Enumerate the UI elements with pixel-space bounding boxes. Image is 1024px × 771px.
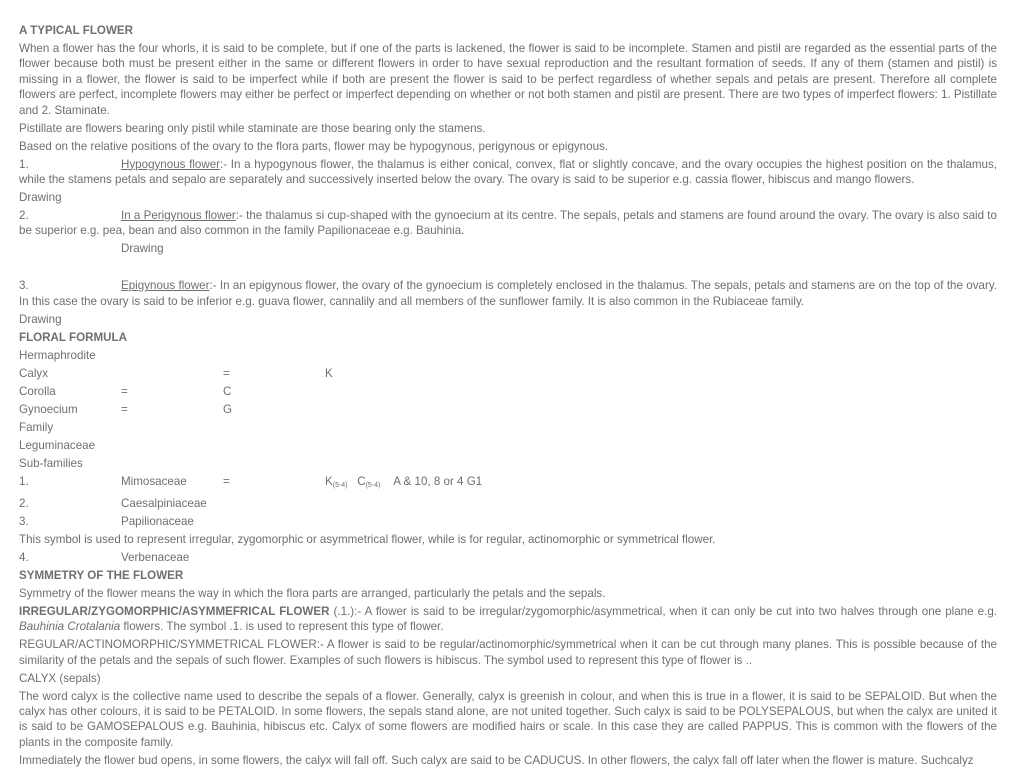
formula-value: G	[223, 402, 233, 416]
formula-equals: =	[223, 366, 230, 380]
subfamily-row-3	[19, 514, 997, 529]
hermaphrodite-label: Hermaphrodite	[19, 348, 96, 362]
formula-label: Corolla	[19, 384, 56, 398]
symmetry-paragraph: Symmetry of the flower means the way in which the flora parts are arranged, particularly the petals and the sepals.	[19, 586, 606, 600]
item-number: 3.	[19, 279, 29, 293]
perigynous-text: :- the thalamus si cup-shaped with the gynoecium at its centre. The sepals, petals and stamens are found around the ovary. The ovary is also said to be superior e.g. pea, bean and also common in the family Papilionaceae e.g. Bauhinia.	[19, 209, 997, 238]
formula-k: K	[325, 474, 333, 488]
item-number: 1.	[19, 157, 29, 171]
caducus-paragraph: Immediately the flower bud opens, in some flowers, the calyx will fall off. Such calyx are said to be CADUCUS. In other flowers, the calyx fall off later when the flower is mature. Suchcalyz	[19, 753, 974, 767]
drawing-label: Drawing	[121, 242, 164, 256]
calyx-heading: CALYX (sepals)	[19, 671, 101, 685]
epigynous-term: Epigynous flower	[121, 279, 210, 293]
section-heading-typical-flower: A TYPICAL FLOWER	[19, 24, 134, 37]
pistillate-paragraph: Pistillate are flowers bearing only pistil while staminate are those bearing only the stamens.	[19, 121, 486, 135]
subfamily-name: Verbenaceae	[121, 550, 190, 564]
drawing-label: Drawing	[19, 312, 62, 326]
subfamilies-label: Sub-families	[19, 456, 83, 470]
subfamily-row-1	[19, 474, 997, 493]
formula-c: C	[357, 474, 366, 488]
subfamily-name: Caesalpiniaceae	[121, 496, 207, 510]
formula-c-sub: (5-4)	[365, 481, 381, 489]
formula-k-sub: (5-4)	[332, 481, 348, 489]
mimosaceae-formula	[325, 474, 482, 493]
symmetry-heading: SYMMETRY OF THE FLOWER	[19, 568, 184, 582]
subfamily-number: 1.	[19, 474, 29, 488]
item-number: 2.	[19, 209, 29, 223]
family-name: Leguminaceae	[19, 438, 96, 452]
irregular-paragraph	[19, 604, 997, 635]
hypogynous-term: Hypogynous flower	[121, 157, 221, 171]
document-page	[19, 23, 997, 771]
intro-paragraph: When a flower has the four whorls, it is said to be complete, but if one of the parts is lackened, the flower is said to be incomplete. Stamen and pistil are regarded as the essential parts of the flower because both must be present either in the same or different flowers in order to have sexual reproduction and the resultant formation of seeds. If any of them (stamen and pistil) is missing in a flower, the flower is said to be imperfect while if both are present the flower is said to be perfect regardless of whether sepals and petals are present. Therefore all complete flowers are perfect, incomplete flowers may either be perfect or imperfect depending on whether or not both stamen and pistil are present. There are two types of imperfect flowers: 1. Pistillate and 2. Staminate.	[19, 42, 998, 117]
calyx-formula-row	[19, 366, 997, 381]
formula-equals: =	[223, 474, 230, 488]
subfamily-number: 2.	[19, 496, 29, 510]
formula-rest: A & 10, 8 or 4 G1	[393, 474, 483, 488]
formula-equals: =	[121, 384, 128, 398]
regular-paragraph: REGULAR/ACTINOMORPHIC/SYMMETRICAL FLOWER:- A flower is said to be regular/actinomorphic/symmetrical when it can be cut through many planes. This is possible because of the similarity of the petals and the sepals of such flower. Examples of such flowers is hibiscus. The symbol used to represent this type of flower is ..	[19, 638, 997, 667]
hypogynous-text: :- In a hypogynous flower, the thalamus is either conical, convex, flat or slightly concave, and the ovary occupies the highest position on the thalamus, while the stamens petals and sepalo are separately and successively inserted below the ovary. The ovary is said to be superior e.g. cassia flower, hibiscus and mango flowers.	[19, 157, 997, 187]
subfamily-number: 4.	[19, 550, 29, 564]
formula-label: Gynoecium	[19, 402, 78, 416]
formula-value: C	[223, 384, 232, 398]
hypogynous-item	[19, 157, 997, 188]
subfamily-row-2	[19, 496, 997, 511]
perigynous-term: In a Perigynous flower	[121, 209, 236, 223]
irregular-text: (.1.):- A flower is said to be irregular/zygomorphic/asymmetrical, when it can only be cut into two halves through one plane e.g.	[329, 604, 997, 618]
irregular-heading: IRREGULAR/ZYGOMORPHIC/ASYMMEFRICAL FLOWER	[19, 604, 330, 618]
subfamily-row-4	[19, 550, 997, 565]
corolla-formula-row	[19, 384, 997, 399]
epigynous-item	[19, 278, 997, 309]
formula-label: Calyx	[19, 366, 48, 380]
family-label: Family	[19, 420, 54, 434]
perigynous-item	[19, 208, 997, 239]
irregular-example: Bauhinia Crotalania	[19, 620, 121, 634]
symbol-note: This symbol is used to represent irregular, zygomorphic or asymmetrical flower, while is for regular, actinomorphic or symmetrical flower.	[19, 532, 716, 546]
subfamily-name: Papilionaceae	[121, 514, 194, 528]
epigynous-text: :- In an epigynous flower, the ovary of the gynoecium is completely enclosed in the thalamus. The sepals, petals and stamens are on the top of the ovary. In this case the ovary is said to be inferior e.g. guava flower, cannalily and all members of the sunflower family. It is also common in the Rubiaceae family.	[19, 279, 997, 308]
gynoecium-formula-row	[19, 402, 997, 417]
formula-equals: =	[121, 402, 128, 416]
ovary-position-paragraph: Based on the relative positions of the ovary to the flora parts, flower may be hypogynous, perigynous or epigynous.	[19, 139, 609, 153]
irregular-text-end: flowers. The symbol .1. is used to represent this type of flower.	[120, 620, 444, 634]
floral-formula-heading: FLORAL FORMULA	[19, 330, 127, 344]
calyx-paragraph: The word calyx is the collective name used to describe the sepals of a flower. Generally, calyx is greenish in colour, and when this is true in a flower, it is said to be SEPALOID. But when the calyx has other colours, it is said to be PETALOID. In some flowers, the sepals stand alone, are not united together. Such calyx is said to be POLYSEPALOUS, but when the calyx are united it is said to be GAMOSEPALOUS e.g. Bauhinia, hibiscus etc. Calyx of some flowers are modified hairs or scale. In this case they are called PAPPUS. This is common with the flowers of the plants in the composite family.	[19, 689, 997, 749]
subfamily-name: Mimosaceae	[121, 474, 187, 488]
drawing-label: Drawing	[19, 191, 62, 205]
subfamily-number: 3.	[19, 514, 29, 528]
formula-value: K	[325, 366, 333, 380]
